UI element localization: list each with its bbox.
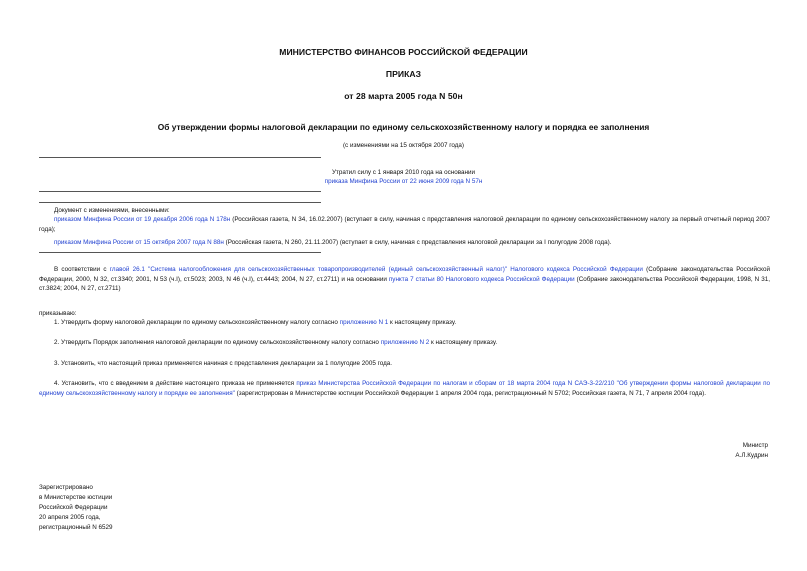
order-item-4-tail: (зарегистрирован в Министерстве юстиции Российской Федерации 1 апреля 2004 года, регистрационный N 5702; Российская газета, N 71, 7 апреля 2004 года). (234, 389, 706, 397)
preamble-paragraph (39, 265, 770, 294)
old-order-link[interactable]: приказ Министерства Российской Федерации по налогам и сборам от 18 марта 2004 года N САЭ-3-22/210 "Об утверждении формы налоговой декларации по единому сельскохозяйственному налогу и порядке ее заполнения" (39, 380, 770, 397)
revision-note: (с изменениями на 15 октября 2007 года) (342, 142, 465, 149)
order-item-2 (54, 338, 770, 348)
preamble-link-article[interactable]: пункта 7 статьи 80 Налогового кодекса Российской Федерации (388, 275, 575, 283)
order-item-2-tail: к настоящему приказу. (429, 339, 498, 346)
change-2-text: (Российская газета, N 260, 21.11.2007) (вступает в силу, начиная с представления налоговой декларации за I полугодие 2008 года). (223, 239, 612, 246)
preamble-link-chapter[interactable]: главой 26.1 "Система налогообложения для сельскохозяйственных товаропроизводителей (единый сельскохозяйственный налог)" Налогового кодекса Российской Федерации (109, 266, 643, 273)
doc-date-number: от 28 марта 2005 года N 50н (344, 91, 463, 101)
order-item-4-text: 4. Установить, что с введением в действие настоящего приказа не применяется (54, 380, 297, 387)
page-title: Об утверждении формы налоговой декларации по единому сельскохозяйственному налогу и порядка ее заполнения (157, 122, 650, 132)
divider-4 (39, 252, 321, 253)
changes-heading: Документ с изменениями, внесенными: (54, 207, 170, 214)
doc-type-heading: ПРИКАЗ (385, 69, 422, 79)
registration-line-1: Зарегистрировано (39, 484, 93, 491)
appendix-2-link[interactable]: приложению N 2 (380, 339, 430, 346)
order-item-1-tail: к настоящему приказу. (388, 319, 457, 326)
appendix-1-link[interactable]: приложению N 1 (339, 319, 389, 326)
expiry-link[interactable]: приказа Минфина России от 22 июня 2009 года N 57н (324, 178, 483, 185)
change-2-link[interactable]: приказом Минфина России от 15 октября 2007 года N 88н (54, 239, 224, 246)
preamble-text-1: В соответствии с (54, 266, 110, 273)
order-item-3: 3. Установить, что настоящий приказ применяется начиная с представления декларации за 1 полугодие 2005 года. (54, 360, 393, 367)
signature-position: Министр (742, 442, 768, 449)
signature-name: А.Л.Кудрин (735, 452, 768, 459)
order-item-2-text: 2. Утвердить Порядок заполнения налоговой декларации по единому сельскохозяйственному налогу согласно (54, 339, 381, 346)
change-1-text: (Российская газета, N 34, 16.02.2007) (вступает в силу, начиная с представления налоговой декларации по единому сельскохозяйственному налогу за первый отчетный период 2007 года); (39, 216, 770, 233)
preamble-text-3: (Собрание законодательства Российской Федерации, 1998, N 31, ст.3824; 2004, N 27, ст.2711) (39, 275, 770, 293)
divider-3 (39, 202, 321, 203)
registration-line-5: регистрационный N 6529 (39, 524, 113, 531)
change-1-link[interactable]: приказом Минфина России от 19 декабря 2006 года N 178н (54, 216, 231, 223)
expiry-line: Утратил силу с 1 января 2010 года на основании (331, 169, 476, 176)
divider-1 (39, 157, 321, 158)
order-item-1-text: 1. Утвердить форму налоговой декларации по единому сельскохозяйственному налогу согласно (54, 319, 340, 326)
ministry-heading: МИНИСТЕРСТВО ФИНАНСОВ РОССИЙСКОЙ ФЕДЕРАЦИИ (279, 47, 528, 57)
order-item-1 (54, 318, 770, 328)
registration-line-2: в Министерстве юстиции (39, 494, 113, 501)
change-item-1 (39, 215, 770, 234)
change-item-2 (39, 238, 770, 248)
registration-line-4: 20 апреля 2005 года, (39, 514, 101, 521)
order-item-4 (39, 379, 770, 398)
divider-2 (39, 191, 321, 192)
order-word: приказываю: (39, 310, 77, 317)
expiry-block (200, 177, 607, 186)
preamble-text-2: (Собрание законодательства Российской Федерации, 2000, N 32, ст.3340; 2001, N 53 (ч.I), ст.5023; 2003, N 46 (ч.I), ст.4443; 2004, N 27, ст.2711) и на основании (39, 266, 770, 283)
registration-line-3: Российской Федерации (39, 504, 108, 511)
